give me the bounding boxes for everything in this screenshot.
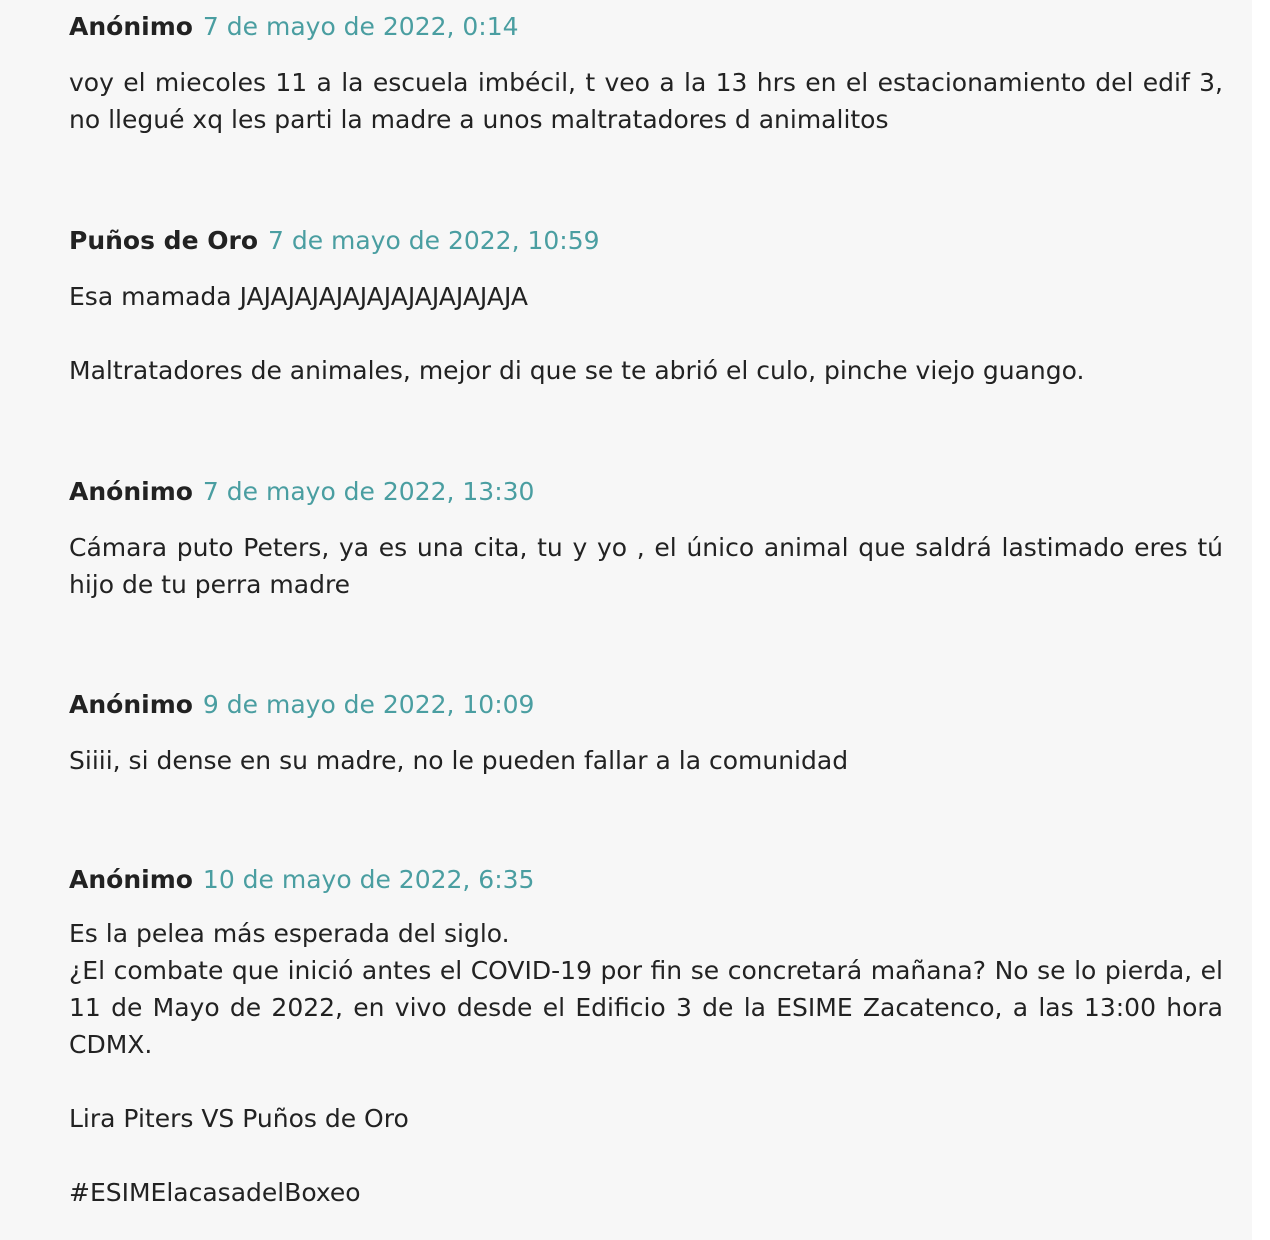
comment-paragraph: Lira Piters VS Puños de Oro [69,1104,409,1133]
comment-author: Anónimo [69,865,193,894]
comment-line: Es la pelea más esperada del siglo. [69,919,510,948]
comment-header [69,226,1223,256]
comment-timestamp-link[interactable]: 7 de mayo de 2022, 0:14 [202,12,519,41]
comment-timestamp-link[interactable]: 9 de mayo de 2022, 10:09 [202,690,535,719]
comment-author: Puños de Oro [69,226,258,255]
comment-body [69,64,1223,138]
comment-body [69,529,1223,603]
comment-author: Anónimo [69,477,193,506]
comment-paragraph: Siiii, si dense en su madre, no le pueden fallar a la comunidad [69,746,849,775]
comment-header [69,477,1223,507]
comment-paragraph: Maltratadores de animales, mejor di que se te abrió el culo, pinche viejo guango. [69,356,1085,385]
comment-body [69,742,1223,779]
comment-paragraph: Cámara puto Peters, ya es una cita, tu y yo , el único animal que saldrá lastimado eres tú hijo de tu perra madre [69,533,1223,599]
comment-hashtag: #ESIMElacasadelBoxeo [69,1178,361,1207]
comment [69,12,1223,138]
comment-timestamp-link[interactable]: 7 de mayo de 2022, 10:59 [268,226,600,255]
comment-paragraph: Esa mamada JAJAJAJAJAJAJAJAJAJAJAJA [69,282,528,311]
comment-line: ¿El combate que inició antes el COVID-19 por fin se concretará mañana? No se lo pierda, el 11 de Mayo de 2022, en vivo desde el Edificio 3 de la ESIME Zacatenco, a las 13:00 hora CDMX. [69,956,1223,1059]
comment [69,226,1223,389]
comment-header [69,690,1223,720]
comment-author: Anónimo [69,12,193,41]
comment-header [69,12,1223,42]
comment-timestamp-link[interactable]: 7 de mayo de 2022, 13:30 [202,477,535,506]
comment-timestamp-link[interactable]: 10 de mayo de 2022, 6:35 [202,865,535,894]
comment [69,865,1223,1211]
comment-header [69,865,1223,895]
comment-author: Anónimo [69,690,193,719]
comment [69,477,1223,603]
comment-body [69,278,1223,389]
comment-body [69,915,1223,1211]
comment-paragraph: voy el miecoles 11 a la escuela imbécil, t veo a la 13 hrs en el estacionamiento del edif 3, no llegué xq les parti la madre a unos maltratadores d animalitos [69,68,1223,134]
comment [69,690,1223,779]
